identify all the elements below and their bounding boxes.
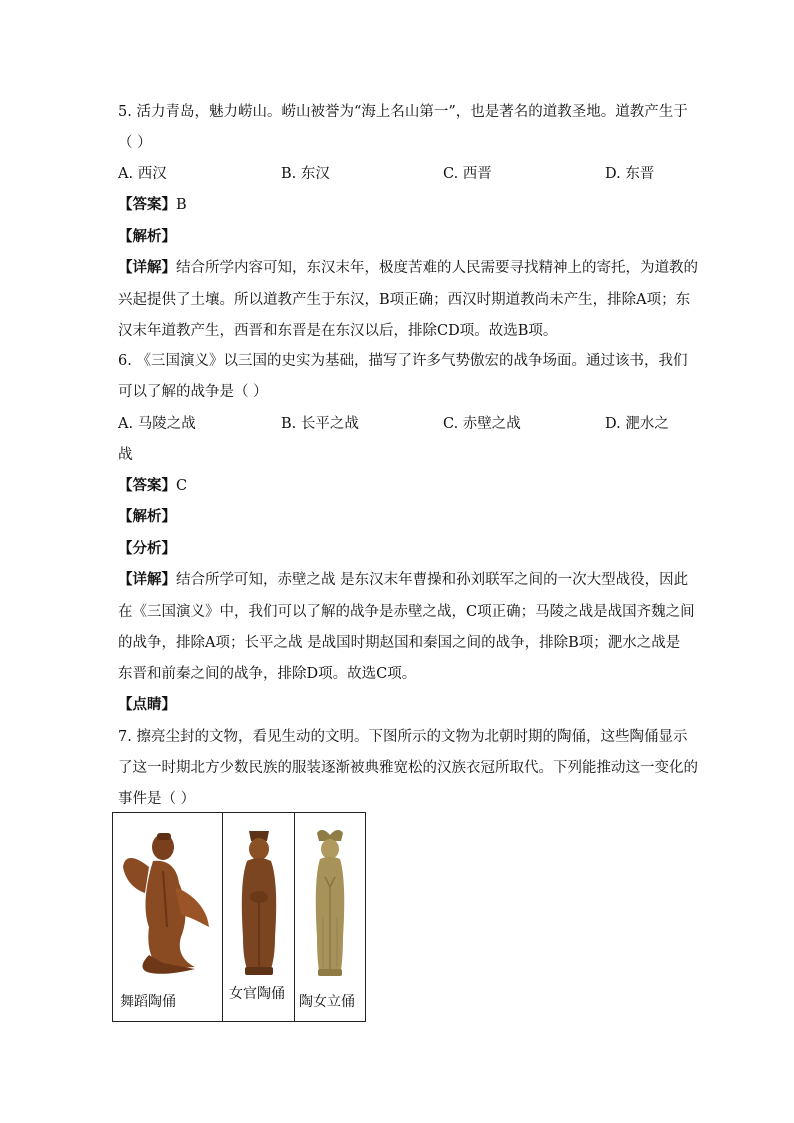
q6-detail-line2: 在《三国演义》中，我们可以了解的战争是赤壁之战，C项正确；马陵之战是战国齐魏之间 bbox=[118, 604, 695, 620]
q5-option-d: D. 东晋 bbox=[605, 166, 655, 182]
q5-option-b: B. 东汉 bbox=[281, 166, 330, 182]
q5-detail-label: 【详解】 bbox=[118, 259, 176, 276]
q6-detail-line4: 东晋和前秦之间的战争，排除D项。故选C项。 bbox=[118, 666, 417, 682]
q5-stem-line1: 5. 活力青岛，魅力崂山。崂山被誉为“海上名山第一”，也是著名的道教圣地。道教产生于 bbox=[118, 104, 688, 120]
q7-stem-line2: 了这一时期北方少数民族的服装逐渐被典雅宽松的汉族衣冠所取代。下列能推动这一变化的 bbox=[118, 760, 698, 776]
q5-answer bbox=[118, 195, 678, 215]
figure-caption-standing: 陶女立俑 bbox=[299, 994, 355, 1010]
q6-stem-line1: 6. 《三国演义》以三国的史实为基础，描写了许多气势傲宏的战争场面。通过该书，我们 bbox=[118, 353, 688, 369]
female-official-figurine-image bbox=[231, 827, 287, 977]
q6-option-a: A. 马陵之战 bbox=[118, 416, 196, 432]
q6-detail-text1: 结合所学可知，赤壁之战 是东汉末年曹操和孙刘联军之间的一次大型战役，因此 bbox=[176, 572, 689, 588]
figure-caption-dancing: 舞蹈陶俑 bbox=[120, 994, 176, 1010]
q6-analysis2-label: 【分析】 bbox=[118, 540, 176, 557]
q5-detail-text1: 结合所学内容可知，东汉末年，极度苦难的人民需要寻找精神上的寄托，为道教的 bbox=[176, 260, 698, 276]
q6-option-c: C. 赤壁之战 bbox=[443, 416, 521, 432]
dancing-figurine-image bbox=[119, 827, 215, 977]
q7-stem-line1: 7. 擦亮尘封的文物，看见生动的文明。下图所示的文物为北朝时期的陶俑，这些陶俑显示 bbox=[118, 729, 688, 745]
figure-cell-official bbox=[223, 813, 295, 1021]
standing-female-figurine-image bbox=[305, 827, 355, 979]
q5-stem-line2: （ ） bbox=[118, 135, 152, 151]
q6-option-d: D. 淝水之 bbox=[605, 416, 669, 432]
q5-detail-line2: 兴起提供了土壤。所以道教产生于东汉，B项正确；西汉时期道教尚未产生，排除A项；东 bbox=[118, 292, 691, 308]
q5-analysis-label: 【解析】 bbox=[118, 228, 176, 245]
q5-answer-value: B bbox=[176, 197, 187, 213]
figure-cell-dancing bbox=[113, 813, 223, 1021]
q6-detail-label: 【详解】 bbox=[118, 571, 176, 588]
q6-detail-line1 bbox=[118, 570, 689, 590]
q6-analysis-label: 【解析】 bbox=[118, 508, 176, 525]
q6-answer-value: C bbox=[176, 478, 188, 494]
q6-option-b: B. 长平之战 bbox=[281, 416, 359, 432]
q5-option-a: A. 西汉 bbox=[118, 166, 167, 182]
q5-detail-line3: 汉末年道教产生，西晋和东晋是在东汉以后，排除CD项。故选B项。 bbox=[118, 323, 558, 339]
q5-option-c: C. 西晋 bbox=[443, 166, 492, 182]
q6-answer-label: 【答案】 bbox=[118, 477, 176, 494]
q5-answer-label: 【答案】 bbox=[118, 196, 176, 213]
q6-detail-line3: 的战争，排除A项；长平之战 是战国时期赵国和秦国之间的战争，排除B项；淝水之战是 bbox=[118, 635, 681, 651]
figure-cell-standing bbox=[295, 813, 365, 1021]
q6-comment-label: 【点睛】 bbox=[118, 696, 176, 713]
q6-stem-line2: 可以了解的战争是（ ） bbox=[118, 384, 268, 400]
q6-answer bbox=[118, 476, 678, 496]
figure-caption-official: 女官陶俑 bbox=[229, 986, 285, 1002]
q7-figure-table bbox=[112, 812, 366, 1022]
q5-detail-line1 bbox=[118, 258, 698, 278]
q7-stem-line3: 事件是（ ） bbox=[118, 791, 196, 807]
q6-option-d-wrap: 战 bbox=[118, 447, 133, 463]
